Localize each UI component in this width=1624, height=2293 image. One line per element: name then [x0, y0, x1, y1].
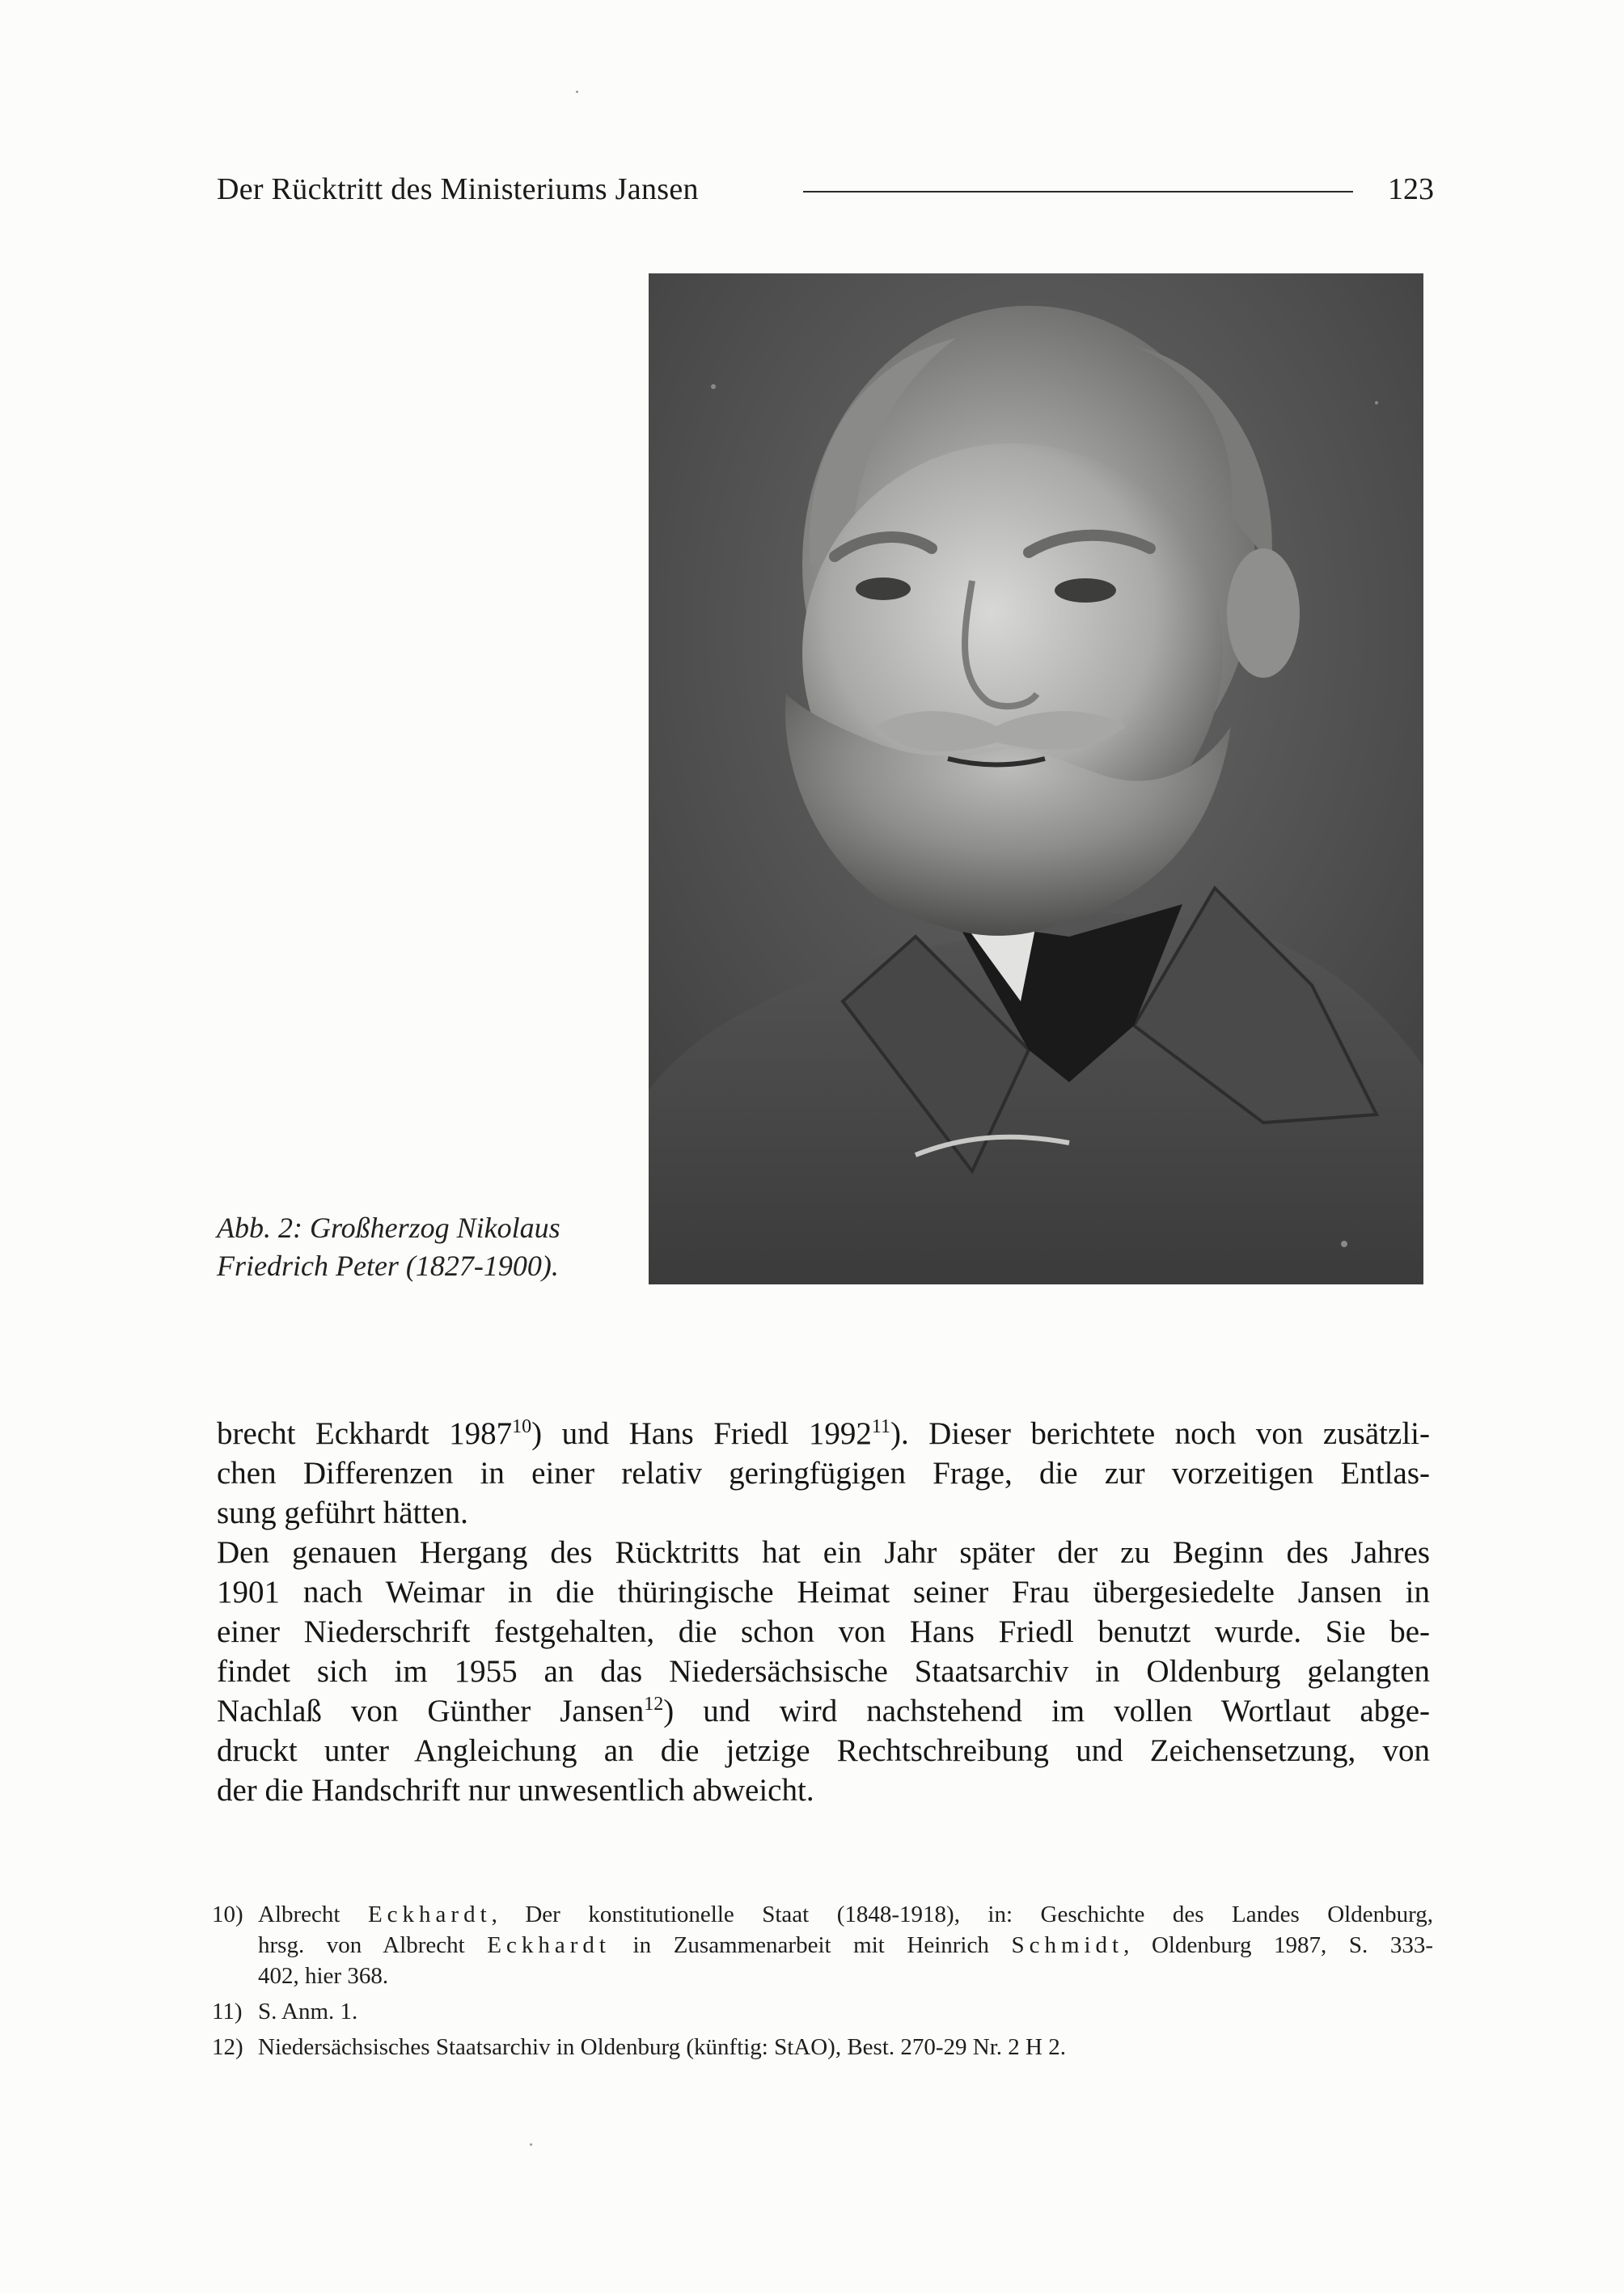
author-name: Schmidt	[1011, 1932, 1124, 1958]
body-line: sung geführt hätten.	[217, 1496, 468, 1530]
text-run: , Oldenburg 1987, S. 333-	[1123, 1932, 1433, 1958]
right-eye	[1055, 578, 1116, 603]
ear	[1227, 548, 1300, 678]
footnote-10	[212, 1899, 1433, 1991]
caption-line: Abb. 2: Großherzog Nikolaus	[217, 1212, 560, 1244]
author-name: Eckhardt	[367, 1902, 492, 1927]
scan-speck	[576, 91, 578, 93]
text-run: Nachlaß von Günther Jansen	[217, 1694, 645, 1728]
body-line: chen Differenzen in einer relativ geringfügigen Frage, die zur vorzeitigen Entlas-	[217, 1456, 1430, 1491]
footnote-number: 11)	[212, 1999, 243, 2024]
footnote-number: 10)	[212, 1902, 243, 1927]
footnote-12	[212, 2032, 1433, 2062]
text-run: hrsg. von Albrecht	[258, 1932, 488, 1958]
running-header	[217, 171, 1434, 212]
footnote-line	[258, 1899, 1433, 1930]
left-eye	[856, 577, 911, 600]
footnote-line: S. Anm. 1.	[258, 1999, 358, 2024]
body-line: 1901 nach Weimar in die thüringische Heimat seiner Frau übergesiedelte Jansen in	[217, 1575, 1430, 1610]
footnote-ref-10: 10	[512, 1416, 532, 1437]
portrait-photograph	[649, 273, 1423, 1284]
text-run: ) und wird nachstehend im vollen Wortlaut abge-	[663, 1694, 1431, 1728]
footnotes	[212, 1899, 1433, 2067]
body-line	[217, 1691, 1430, 1731]
footnote-ref-11: 11	[871, 1416, 890, 1437]
caption-line: Friedrich Peter (1827-1900).	[217, 1250, 559, 1282]
portrait-image	[649, 273, 1423, 1284]
footnote-number: 12)	[212, 2034, 243, 2060]
text-run: Albrecht	[258, 1902, 368, 1927]
footnote-line: Niedersächsisches Staatsarchiv in Oldenburg (künftig: StAO), Best. 270-29 Nr. 2 H 2.	[258, 2034, 1066, 2060]
footnote-ref-12: 12	[644, 1694, 664, 1715]
body-text	[217, 1414, 1430, 1810]
body-line: Den genauen Hergang des Rücktritts hat ein Jahr später der zu Beginn des Jahres	[217, 1535, 1430, 1570]
text-run: in Zusammenarbeit mit Heinrich	[610, 1932, 1012, 1958]
text-run: ) und Hans Friedl 1992	[531, 1416, 872, 1451]
body-line	[217, 1414, 1430, 1453]
body-line: einer Niederschrift festgehalten, die schon von Hans Friedl benutzt wurde. Sie be-	[217, 1614, 1430, 1649]
body-line: findet sich im 1955 an das Niedersächsische Staatsarchiv in Oldenburg gelangten	[217, 1654, 1430, 1689]
body-line: der die Handschrift nur unwesentlich abweicht.	[217, 1773, 814, 1808]
page-number: 123	[1388, 172, 1434, 206]
figure-caption	[217, 1209, 621, 1285]
author-name: Eckhardt	[487, 1932, 611, 1958]
footnote-line	[258, 1930, 1433, 1961]
footnote-11	[212, 1996, 1433, 2027]
text-run: , Der konstitutionelle Staat (1848-1918), in: Geschichte des Landes Oldenburg,	[491, 1902, 1433, 1927]
text-run: brecht Eckhardt 1987	[217, 1416, 513, 1451]
running-header-title: Der Rücktritt des Ministeriums Jansen	[217, 172, 699, 206]
footnote-line: 402, hier 368.	[258, 1963, 389, 1989]
header-rule	[803, 191, 1353, 192]
text-run: ). Dieser berichtete noch von zusätzli-	[890, 1416, 1430, 1451]
body-line: druckt unter Angleichung an die jetzige Rechtschreibung und Zeichensetzung, von	[217, 1733, 1430, 1768]
scan-speck	[530, 2143, 532, 2146]
